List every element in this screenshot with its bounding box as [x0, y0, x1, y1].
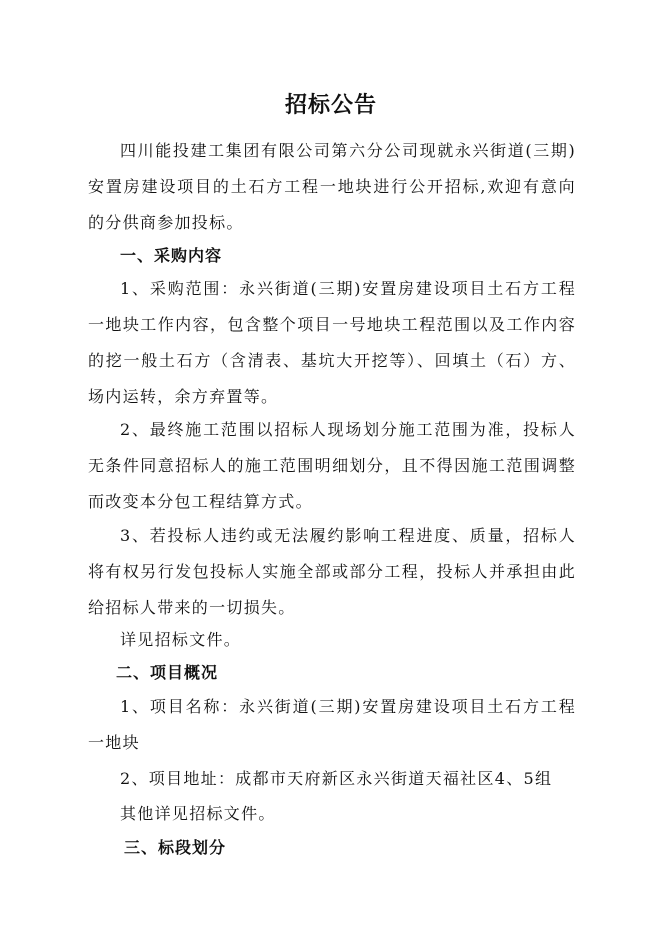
document-title: 招标公告 — [284, 93, 377, 118]
section2-note: 其他详见招标文件。 — [120, 804, 276, 823]
section1-item1: 1、采购范围：永兴街道(三期)安置房建设项目土石方工程一地块工作内容，包含整个项目一号地块工程范围以及工作内容的挖一般土石方（含清表、基坑大开挖等）、回填土（石）方、场内运转，余方弃置等。 — [88, 279, 576, 406]
section3-heading: 三、标段划分 — [124, 838, 227, 857]
section2-heading: 二、项目概况 — [116, 663, 219, 682]
section1-heading: 一、采购内容 — [120, 246, 223, 265]
section1-item3: 3、若投标人违约或无法履约影响工程进度、质量，招标人将有权另行发包投标人实施全部或部分工程，投标人并承担由此给招标人带来的一切损失。 — [88, 526, 576, 617]
intro-paragraph: 四川能投建工集团有限公司第六分公司现就永兴街道(三期)安置房建设项目的土石方工程一地块进行公开招标,欢迎有意向的分供商参加投标。 — [88, 141, 576, 232]
section2-item2: 2、项目地址：成都市天府新区永兴街道天福社区4、5组 — [120, 769, 553, 788]
section2-item1: 1、项目名称：永兴街道(三期)安置房建设项目土石方工程一地块 — [88, 697, 576, 752]
section1-item2: 2、最终施工范围以招标人现场划分施工范围为准，投标人无条件同意招标人的施工范围明细划分，且不得因施工范围调整而改变本分包工程结算方式。 — [88, 420, 576, 511]
section1-note: 详见招标文件。 — [120, 630, 242, 649]
